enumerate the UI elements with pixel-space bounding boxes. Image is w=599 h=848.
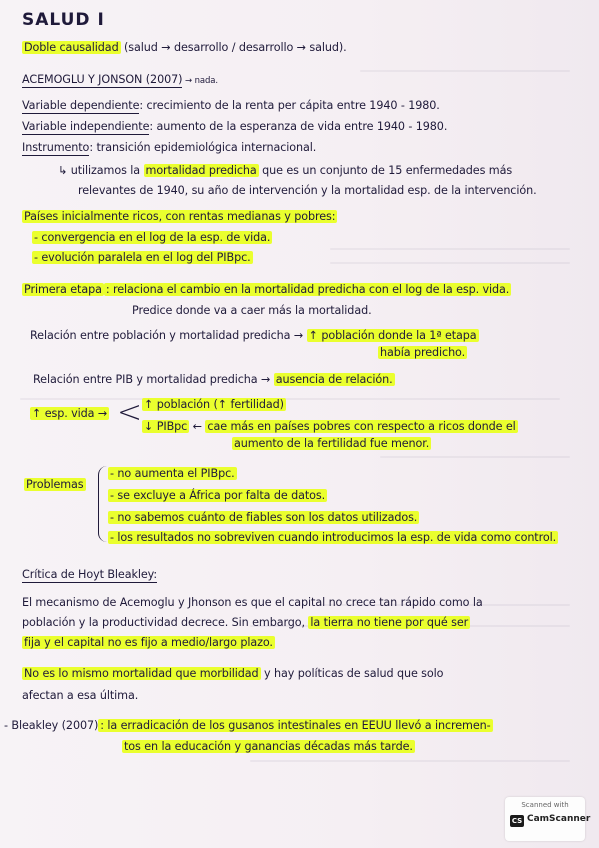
note-line: Predice donde va a caer más la mortalidad. [132,304,372,317]
note-line: - evolución paralela en el log del PIBpc. [34,251,251,264]
note-line: No es lo mismo mortalidad que morbilidad y hay políticas de salud que solo [24,667,444,680]
section-heading: Crítica de Hoyt Bleakley: [22,568,158,581]
list-item: - los resultados no sobreviven cuando introducimos la esp. de vida como control. [110,531,557,544]
note-line: ↑ esp. vida → [32,407,108,420]
list-item: - se excluye a África por falta de datos. [110,489,326,502]
note-line: fija y el capital no es fijo a medio/largo plazo. [24,636,273,649]
page-title: SALUD I [22,10,105,30]
note-line: Primera etapa : relaciona el cambio en la mortalidad predicha con el log de la esp. vida. [24,283,510,296]
camscanner-logo-icon: CS [511,817,523,825]
note-line: aumento de la fertilidad fue menor. [234,437,430,450]
note-line: tos en la educación y ganancias décadas más tarde. [124,740,413,753]
camscanner-watermark: Scanned with CS CamScanner [505,797,585,841]
note-line: Variable independiente: aumento de la esperanza de vida entre 1940 - 1980. [22,120,448,133]
note-line: ↳ utilizamos la mortalidad predicha que es un conjunto de 15 enfermedades más [58,164,513,177]
note-line: ↓ PIBpc ← cae más en países pobres con respecto a ricos donde el [144,420,516,433]
note-line: El mecanismo de Acemoglu y Jhonson es que el capital no crece tan rápido como la [22,596,483,609]
section-heading: Problemas [26,478,84,491]
note-line: afectan a esa última. [22,689,139,702]
section-heading: ACEMOGLU Y JONSON (2007) → nada. [22,73,219,86]
note-line: - convergencia en el log de la esp. de vida. [34,231,271,244]
note-line: había predicho. [380,346,466,359]
note-line: Países inicialmente ricos, con rentas medianas y pobres: [24,210,336,223]
note-line: ↑ población (↑ fertilidad) [144,398,284,411]
note-line: población y la productividad decrece. Sin embargo, la tierra no tiene por qué ser [22,616,469,629]
brace-icon [98,466,107,542]
note-line: Doble causalidad (salud → desarrollo / desarrollo → salud). [24,41,347,54]
note-line: Variable dependiente: crecimiento de la renta per cápita entre 1940 - 1980. [22,99,440,112]
note-line: Relación entre población y mortalidad predicha → ↑ población donde la 1ª etapa [30,329,477,342]
note-line: - Bleakley (2007) : la erradicación de los gusanos intestinales en EEUU llevó a incremen- [4,719,491,732]
note-line: relevantes de 1940, su año de intervención y la mortalidad esp. de la intervención. [78,184,537,197]
list-item: - no sabemos cuánto de fiables son los datos utilizados. [110,511,418,524]
less-than-bracket: < [117,395,143,430]
list-item: - no aumenta el PIBpc. [110,467,235,480]
note-line: Relación entre PIB y mortalidad predicha → ausencia de relación. [33,373,393,386]
note-line: Instrumento: transición epidemiológica internacional. [22,141,317,154]
